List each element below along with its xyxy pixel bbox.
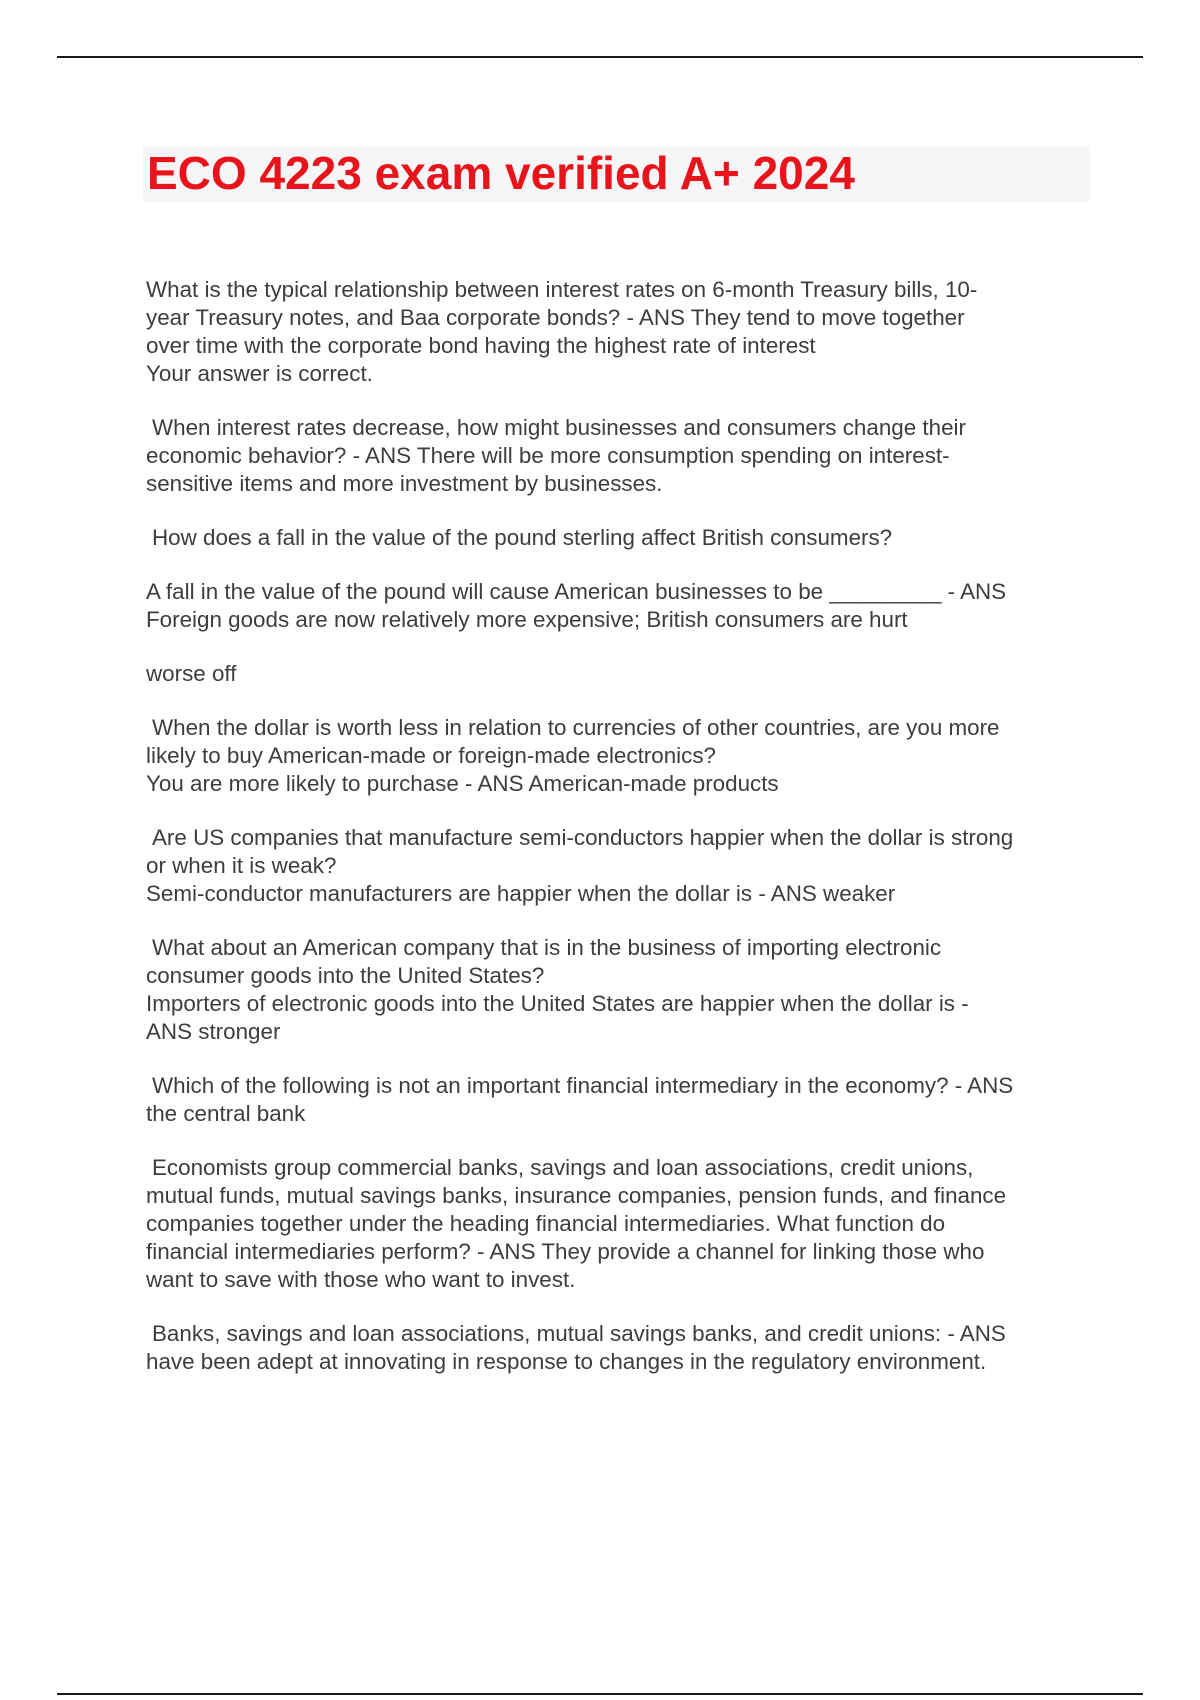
qa-paragraph bbox=[146, 1320, 1090, 1376]
text-line: sensitive items and more investment by businesses. bbox=[146, 471, 663, 496]
qa-paragraph bbox=[146, 1154, 1090, 1294]
text-line: year Treasury notes, and Baa corporate bonds? - ANS They tend to move together bbox=[146, 305, 965, 330]
text-line: or when it is weak? bbox=[146, 853, 337, 878]
qa-paragraph bbox=[146, 578, 1090, 634]
text-line: ANS stronger bbox=[146, 1019, 281, 1044]
qa-paragraph bbox=[146, 824, 1090, 908]
text-line: Your answer is correct. bbox=[146, 361, 373, 386]
text-line: You are more likely to purchase - ANS American-made products bbox=[146, 771, 779, 796]
document-title: ECO 4223 exam verified A+ 2024 bbox=[147, 147, 855, 199]
bottom-rule bbox=[57, 1693, 1143, 1695]
qa-paragraph bbox=[146, 414, 1090, 498]
text-line: mutual funds, mutual savings banks, insurance companies, pension funds, and finance bbox=[146, 1183, 1007, 1208]
text-line: have been adept at innovating in response to changes in the regulatory environment. bbox=[146, 1349, 987, 1374]
text-line: What about an American company that is in the business of importing electronic bbox=[152, 935, 942, 960]
text-line: companies together under the heading financial intermediaries. What function do bbox=[146, 1211, 946, 1236]
text-line: likely to buy American-made or foreign-made electronics? bbox=[146, 743, 716, 768]
text-line: A fall in the value of the pound will cause American businesses to be _________ - ANS bbox=[146, 579, 1007, 604]
text-line: Which of the following is not an important financial intermediary in the economy? - ANS bbox=[152, 1073, 1014, 1098]
text-line: consumer goods into the United States? bbox=[146, 963, 545, 988]
text-line: worse off bbox=[146, 661, 237, 686]
text-line: want to save with those who want to invest. bbox=[146, 1267, 576, 1292]
text-line: economic behavior? - ANS There will be more consumption spending on interest- bbox=[146, 443, 950, 468]
text-line: When the dollar is worth less in relation to currencies of other countries, are you more bbox=[152, 715, 1000, 740]
text-line: Importers of electronic goods into the United States are happier when the dollar is - bbox=[146, 991, 969, 1016]
text-line: How does a fall in the value of the pound sterling affect British consumers? bbox=[152, 525, 893, 550]
text-line: over time with the corporate bond having the highest rate of interest bbox=[146, 333, 816, 358]
qa-paragraph bbox=[146, 660, 1090, 688]
text-line: Banks, savings and loan associations, mutual savings banks, and credit unions: - ANS bbox=[152, 1321, 1006, 1346]
text-line: the central bank bbox=[146, 1101, 306, 1126]
text-line: What is the typical relationship between interest rates on 6-month Treasury bills, 10- bbox=[146, 277, 978, 302]
text-line: Semi-conductor manufacturers are happier when the dollar is - ANS weaker bbox=[146, 881, 896, 906]
qa-paragraph bbox=[146, 276, 1090, 388]
text-line: Are US companies that manufacture semi-conductors happier when the dollar is strong bbox=[152, 825, 1014, 850]
qa-content bbox=[146, 276, 1090, 1402]
qa-paragraph bbox=[146, 934, 1090, 1046]
top-rule bbox=[57, 56, 1143, 58]
text-line: When interest rates decrease, how might businesses and consumers change their bbox=[152, 415, 966, 440]
qa-paragraph bbox=[146, 714, 1090, 798]
text-line: Economists group commercial banks, savings and loan associations, credit unions, bbox=[152, 1155, 974, 1180]
text-line: Foreign goods are now relatively more expensive; British consumers are hurt bbox=[146, 607, 908, 632]
text-line: financial intermediaries perform? - ANS They provide a channel for linking those who bbox=[146, 1239, 985, 1264]
qa-paragraph bbox=[146, 524, 1090, 552]
qa-paragraph bbox=[146, 1072, 1090, 1128]
